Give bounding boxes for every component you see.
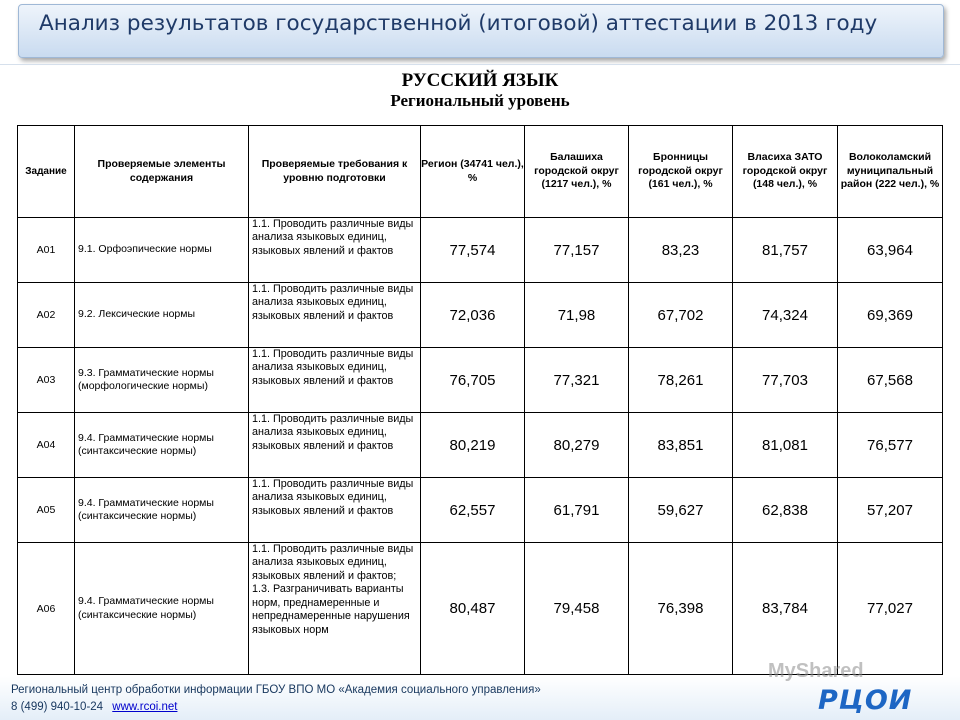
value-cell: 78,261	[629, 348, 733, 413]
value-cell: 57,207	[838, 478, 943, 543]
column-header: Регион (34741 чел.), %	[421, 126, 525, 218]
table-body	[18, 218, 943, 675]
task-cell: А01	[18, 218, 75, 283]
results-table	[17, 125, 943, 675]
value-cell: 79,458	[525, 543, 629, 675]
column-header: Балашиха городской округ (1217 чел.), %	[525, 126, 629, 218]
requirement-cell: 1.1. Проводить различные виды анализа языковых единиц, языковых явлений и фактов	[249, 283, 421, 348]
column-header: Проверяемые требования к уровню подготовки	[249, 126, 421, 218]
value-cell: 62,838	[733, 478, 838, 543]
value-cell: 63,964	[838, 218, 943, 283]
logo-text: РЦОИ	[818, 684, 913, 716]
value-cell: 67,568	[838, 348, 943, 413]
table-row	[18, 543, 943, 675]
table-row	[18, 478, 943, 543]
title-banner	[18, 4, 944, 58]
column-header: Бронницы городской округ (161 чел.), %	[629, 126, 733, 218]
rcoi-logo	[818, 684, 912, 716]
value-cell: 59,627	[629, 478, 733, 543]
task-cell: А05	[18, 478, 75, 543]
website-link[interactable]: www.rcoi.net	[112, 701, 178, 713]
divider	[0, 64, 960, 65]
requirement-cell: 1.1. Проводить различные виды анализа языковых единиц, языковых явлений и фактов	[249, 218, 421, 283]
task-cell: А02	[18, 283, 75, 348]
footer-contacts	[11, 701, 177, 713]
value-cell: 72,036	[421, 283, 525, 348]
column-header: Волоколамский муниципальный район (222 чел.), %	[838, 126, 943, 218]
table-row	[18, 218, 943, 283]
value-cell: 76,398	[629, 543, 733, 675]
value-cell: 74,324	[733, 283, 838, 348]
element-cell: 9.4. Грамматические нормы (синтаксические нормы)	[75, 543, 249, 675]
value-cell: 76,705	[421, 348, 525, 413]
footer-organization: Региональный центр обработки информации ГБОУ ВПО МО «Академия социального управления»	[11, 684, 541, 696]
value-cell: 77,703	[733, 348, 838, 413]
task-cell: А04	[18, 413, 75, 478]
table-row	[18, 283, 943, 348]
task-cell: А03	[18, 348, 75, 413]
subject-title: РУССКИЙ ЯЗЫК	[401, 70, 559, 91]
value-cell: 77,157	[525, 218, 629, 283]
element-cell: 9.3. Грамматические нормы (морфологические нормы)	[75, 348, 249, 413]
table-header-row	[18, 126, 943, 218]
value-cell: 83,851	[629, 413, 733, 478]
value-cell: 80,279	[525, 413, 629, 478]
requirement-cell: 1.1. Проводить различные виды анализа языковых единиц, языковых явлений и фактов; 1.3. Разграничивать варианты норм, преднамеренные и непреднамеренные нарушения языковых норм	[249, 543, 421, 675]
value-cell: 61,791	[525, 478, 629, 543]
task-cell: А06	[18, 543, 75, 675]
value-cell: 76,577	[838, 413, 943, 478]
column-header: Власиха ЗАТО городской округ (148 чел.), %	[733, 126, 838, 218]
table-row	[18, 348, 943, 413]
requirement-cell: 1.1. Проводить различные виды анализа языковых единиц, языковых явлений и фактов	[249, 478, 421, 543]
value-cell: 69,369	[838, 283, 943, 348]
column-header: Проверяемые элементы содержания	[75, 126, 249, 218]
value-cell: 83,784	[733, 543, 838, 675]
value-cell: 77,574	[421, 218, 525, 283]
value-cell: 80,487	[421, 543, 525, 675]
element-cell: 9.1. Орфоэпические нормы	[75, 218, 249, 283]
page-title: Анализ результатов государственной (итоговой) аттестации в 2013 году	[39, 11, 878, 36]
value-cell: 77,027	[838, 543, 943, 675]
value-cell: 71,98	[525, 283, 629, 348]
requirement-cell: 1.1. Проводить различные виды анализа языковых единиц, языковых явлений и фактов	[249, 413, 421, 478]
value-cell: 80,219	[421, 413, 525, 478]
value-cell: 67,702	[629, 283, 733, 348]
value-cell: 77,321	[525, 348, 629, 413]
element-cell: 9.4. Грамматические нормы (синтаксические нормы)	[75, 478, 249, 543]
value-cell: 81,757	[733, 218, 838, 283]
element-cell: 9.4. Грамматические нормы (синтаксические нормы)	[75, 413, 249, 478]
value-cell: 62,557	[421, 478, 525, 543]
value-cell: 83,23	[629, 218, 733, 283]
requirement-cell: 1.1. Проводить различные виды анализа языковых единиц, языковых явлений и фактов	[249, 348, 421, 413]
footer-phone: 8 (499) 940-10-24	[11, 701, 104, 713]
column-header: Задание	[18, 126, 75, 218]
element-cell: 9.2. Лексические нормы	[75, 283, 249, 348]
value-cell: 81,081	[733, 413, 838, 478]
table-row	[18, 413, 943, 478]
subject-level: Региональный уровень	[390, 91, 570, 110]
watermark: MyShared	[768, 660, 864, 682]
